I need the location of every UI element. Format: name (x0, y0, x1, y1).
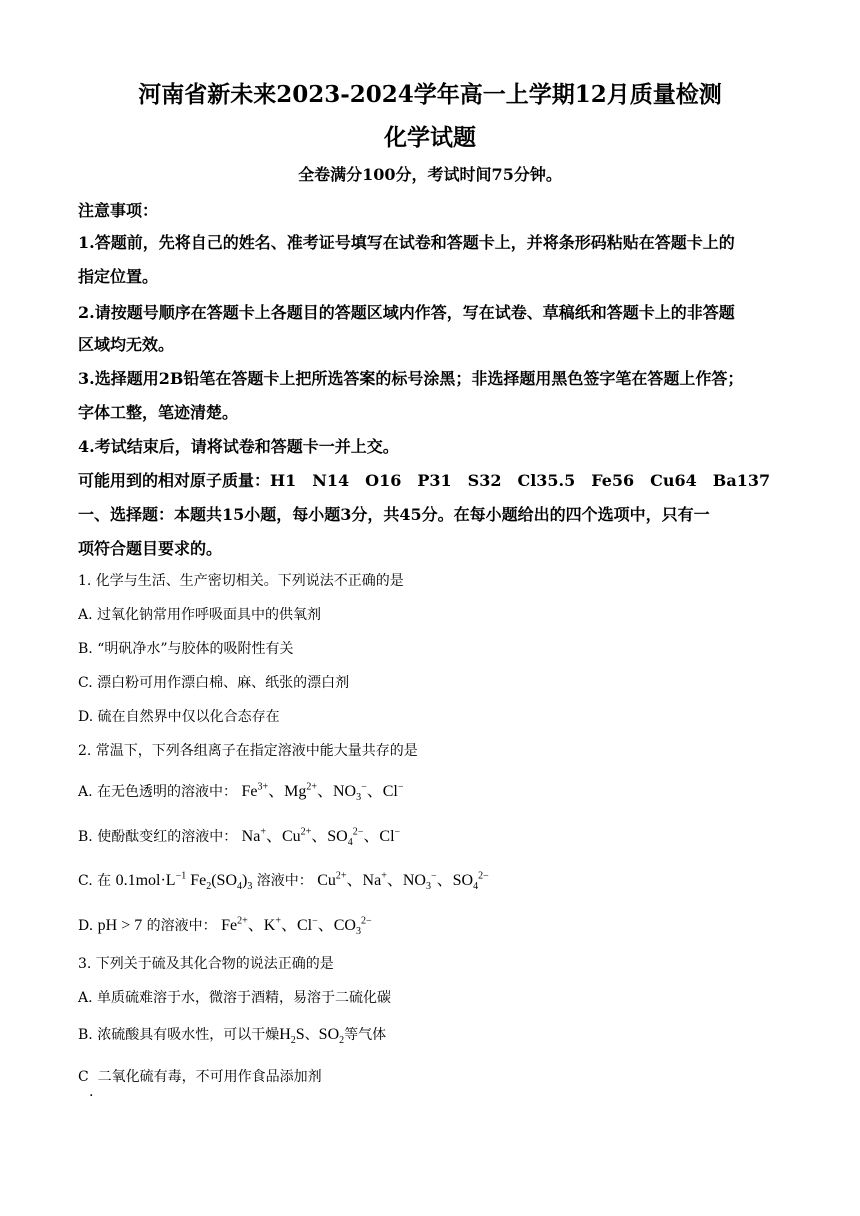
q3-option-c-dot: . (89, 1084, 94, 1100)
q1-option-a: A. 过氧化钠常用作呼吸面具中的供氧剂 (78, 607, 322, 623)
q1-option-b: B. “明矾净水”与胶体的吸附性有关 (78, 641, 294, 657)
notice-item-1: 1.答题前，先将自己的姓名、准考证号填写在试卷和答题卡上，并将条形码粘贴在答题卡上的 (78, 233, 735, 252)
q3-option-b-suffix: 等气体 (344, 1027, 387, 1043)
q2-option-c-mid: 溶液中： (256, 873, 313, 889)
q2-option-c-ions: $Cu^{2+}$、Na+、$NO_3^-$、$SO_4^{2-}$ (317, 870, 489, 893)
q2-option-a-label: A. 在无色透明的溶液中： (78, 784, 238, 800)
q1-option-c: C. 漂白粉可用作漂白棉、麻、纸张的漂白剂 (78, 675, 350, 691)
q2-stem: 2. 常温下，下列各组离子在指定溶液中能大量共存的是 (78, 743, 418, 759)
section-1-heading-cont: 项符合题目要求的。 (78, 539, 223, 558)
q1-stem: 1. 化学与生活、生产密切相关。下列说法不正确的是 (78, 573, 404, 589)
q2-option-d-ions: $Fe^{2+}$、K+、Cl−、$CO_3^{2-}$ (221, 915, 372, 938)
q2-option-c-solution: $0.1mol\cdot L^{-1}$ $Fe_2(SO_4)_3$ (115, 870, 253, 893)
notice-item-3: 3.选择题用2B铅笔在答题卡上把所选答案的标号涂黑；非选择题用黑色签字笔在答题上作答； (78, 369, 744, 388)
q3-option-b-gas-1: $H_2S$ (279, 1026, 305, 1047)
notice-item-3-cont: 字体工整，笔迹清楚。 (78, 403, 239, 422)
q2-option-d-condition: pH > 7 (97, 917, 143, 934)
q3-option-c (78, 1066, 322, 1086)
q3-option-b (78, 1024, 387, 1047)
q2-option-b (78, 823, 401, 849)
notice-heading: 注意事项： (78, 201, 159, 220)
q2-option-c (78, 867, 489, 893)
notice-item-2-cont: 区域均无效。 (78, 335, 175, 354)
q3-option-c-text: 二氧化硫有毒，不可用作食品添加剂 (97, 1069, 322, 1085)
notice-item-1-cont: 指定位置。 (78, 267, 159, 286)
exam-meta: 全卷满分100分，考试时间75分钟。 (298, 165, 562, 184)
q2-option-a (78, 778, 404, 804)
q3-option-b-gas-2: $SO_2$ (318, 1026, 345, 1047)
q2-option-d-label: D. (78, 918, 94, 934)
q3-option-a: A. 单质硫难溶于水，微溶于酒精，易溶于二硫化碳 (78, 990, 392, 1006)
q2-option-c-label: C. 在 (78, 873, 112, 889)
q2-option-b-label: B. 使酚酞变红的溶液中： (78, 829, 238, 845)
q2-option-b-ions: Na+、$Cu^{2+}$、$SO_4^{2-}$、Cl− (241, 826, 401, 849)
section-1-heading: 一、选择题：本题共15小题，每小题3分，共45分。在每小题给出的四个选项中，只有一 (78, 505, 710, 524)
q1-option-d: D. 硫在自然界中仅以化合态存在 (78, 709, 280, 725)
atomic-mass-line: 可能用到的相对原子质量：H1 N14 O16 P31 S32 Cl35.5 Fe56 Cu64 Ba137 (78, 471, 771, 490)
q3-stem: 3. 下列关于硫及其化合物的说法正确的是 (78, 956, 334, 972)
page-title: 河南省新未来2023-2024学年高一上学期12月质量检测 (138, 81, 722, 108)
page-subtitle: 化学试题 (384, 124, 476, 151)
q3-option-b-label: B. 浓硫酸具有吸水性，可以干燥 (78, 1027, 280, 1043)
q2-option-d (78, 912, 372, 938)
q3-option-b-separator: 、 (304, 1027, 319, 1043)
notice-item-2: 2.请按题号顺序在答题卡上各题目的答题区域内作答，写在试卷、草稿纸和答题卡上的非答题 (78, 303, 735, 322)
q2-option-d-mid: 的溶液中： (146, 918, 217, 934)
notice-item-4: 4.考试结束后，请将试卷和答题卡一并上交。 (78, 437, 399, 456)
q2-option-a-ions: $Fe^{3+}$、$Mg^{2+}$、$NO_3^-$、Cl− (241, 781, 404, 804)
q3-option-c-label: C (78, 1069, 89, 1085)
